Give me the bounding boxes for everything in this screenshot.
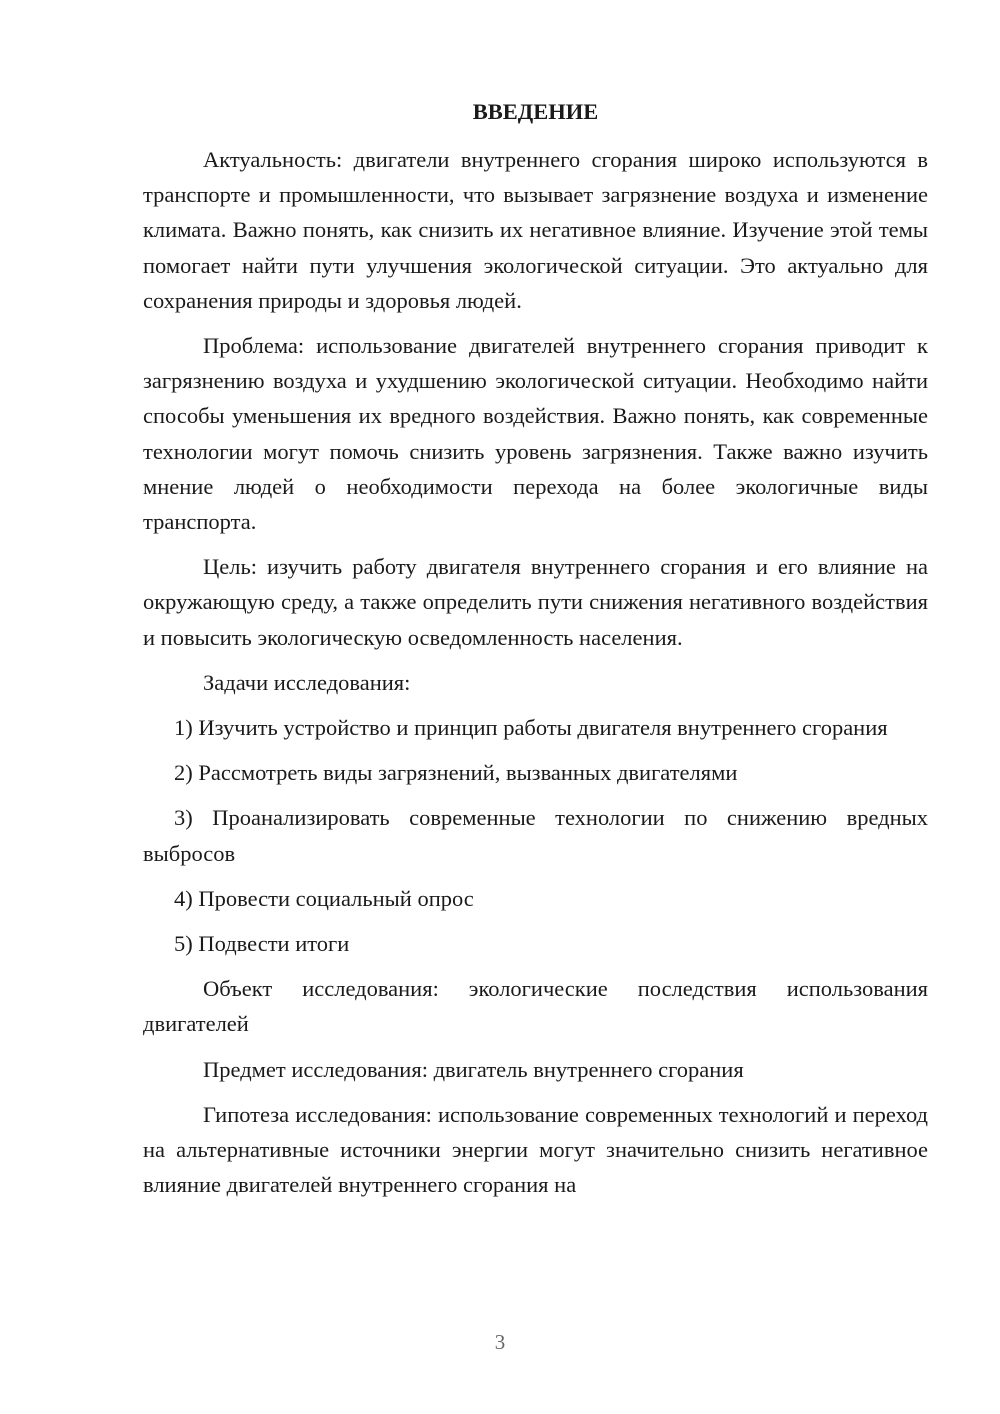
task-item-3: 3) Проанализировать современные технологии по снижению вредных выбросов (143, 805, 928, 866)
paragraph-subject: Предмет исследования: двигатель внутреннего сгорания (203, 1056, 744, 1082)
paragraph-problem: Проблема: использование двигателей внутреннего сгорания приводит к загрязнению воздуха и ухудшению экологической ситуации. Необходимо найти способы уменьшения их вредного воздействия. Важно понять, как современные технологии могут помочь снизить уровень загрязнения. Также важно изучить мнение людей о необходимости перехода на более экологичные виды транспорта. (143, 333, 928, 535)
task-item-4: 4) Провести социальный опрос (174, 885, 474, 911)
tasks-heading: Задачи исследования: (203, 669, 411, 695)
task-item-2: 2) Рассмотреть виды загрязнений, вызванных двигателями (174, 760, 738, 786)
paragraph-object: Объект исследования: экологические последствия использования двигателей (143, 976, 928, 1037)
paragraph-hypothesis: Гипотеза исследования: использование современных технологий и переход на альтернативные источники энергии могут значительно снизить негативное влияние двигателей внутреннего сгорания на (143, 1101, 928, 1198)
task-item-5: 5) Подвести итоги (174, 931, 350, 957)
tasks-list (143, 710, 928, 961)
section-heading: ВВЕДЕНИЕ (472, 99, 599, 124)
page-number: 3 (494, 1330, 506, 1354)
paragraph-relevance: Актуальность: двигатели внутреннего сгорания широко используются в транспорте и промышленности, что вызывает загрязнение воздуха и изменение климата. Важно понять, как снизить их негативное влияние. Изучение этой темы помогает найти пути улучшения экологической ситуации. Это актуально для сохранения природы и здоровья людей. (143, 147, 928, 313)
document-page (143, 92, 928, 1211)
task-item-1: 1) Изучить устройство и принцип работы двигателя внутреннего сгорания (174, 715, 888, 741)
paragraph-goal: Цель: изучить работу двигателя внутреннего сгорания и его влияние на окружающую среду, а также определить пути снижения негативного воздействия и повысить экологическую осведомленность населения. (143, 554, 928, 650)
